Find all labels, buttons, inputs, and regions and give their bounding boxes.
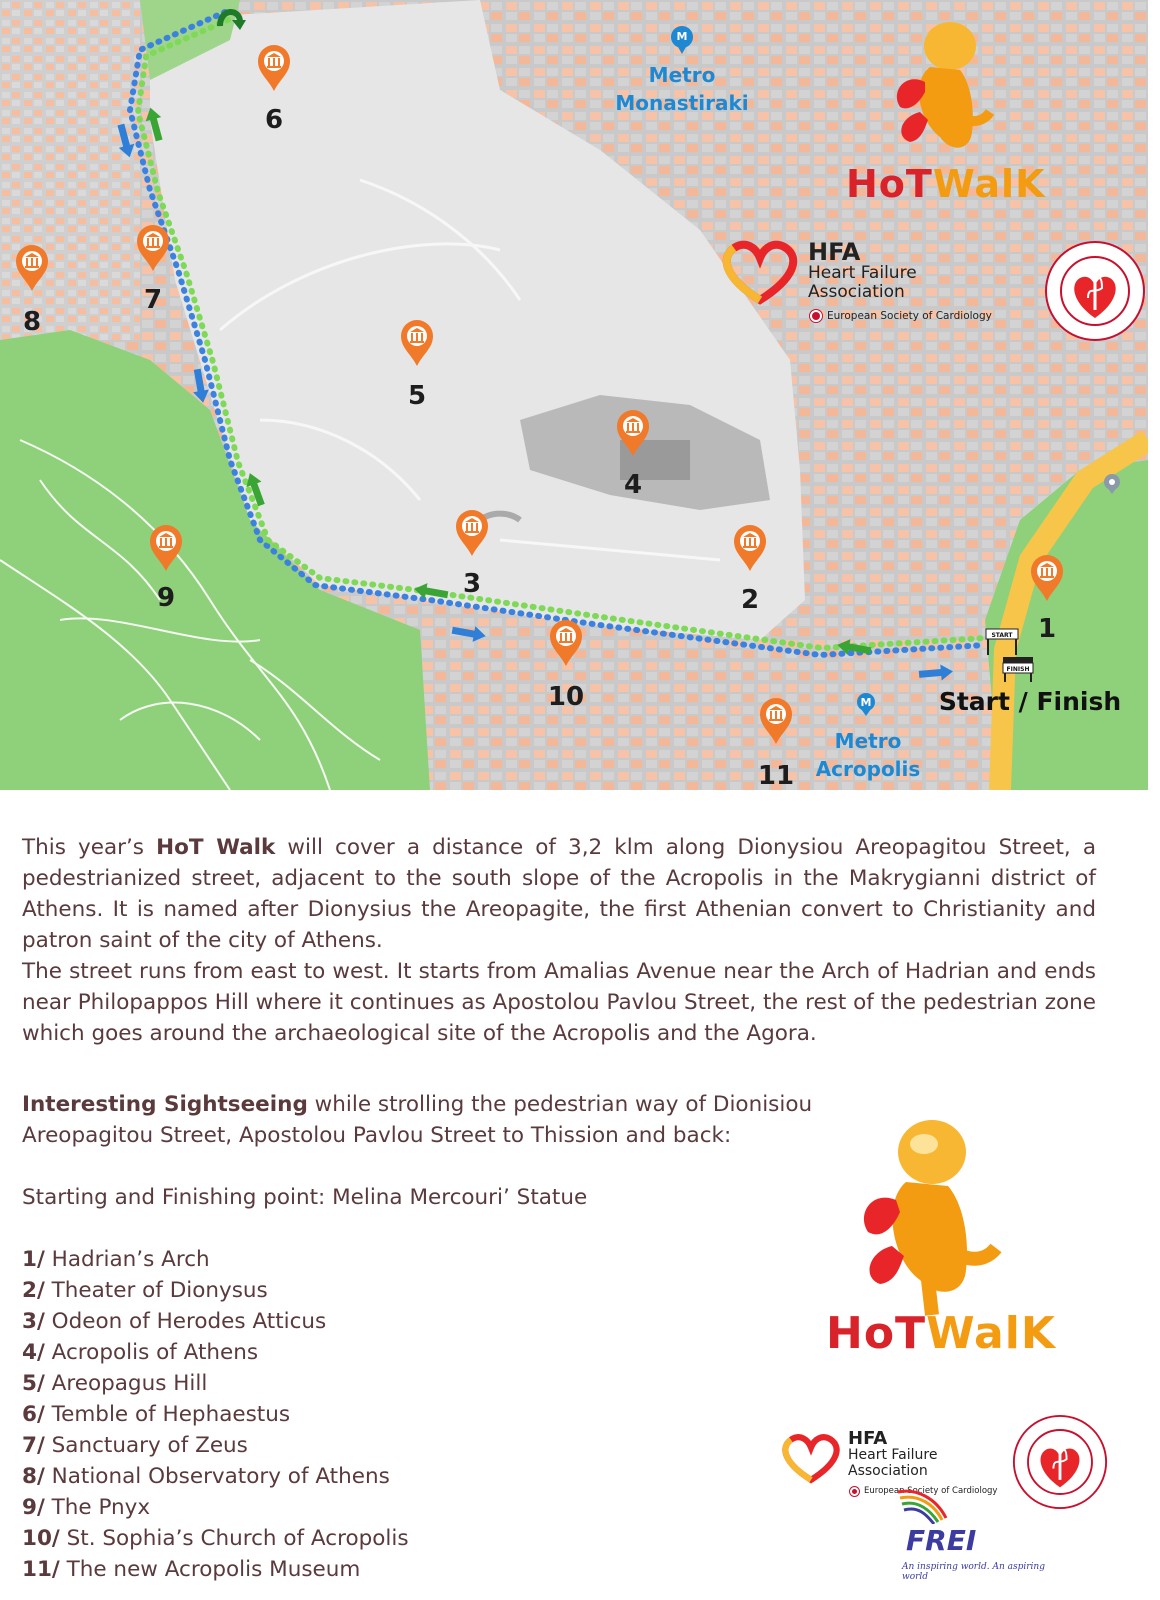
frei-logo [872, 1484, 1052, 1584]
metro-monastiraki-line1: Metro [648, 63, 716, 87]
metro-acropolis-line1: Metro [834, 729, 902, 753]
sightseeing-item-number: 6/ [22, 1402, 45, 1427]
hellenic-seal-icon [1044, 240, 1146, 342]
esc-text: European Society of Cardiology [827, 310, 992, 322]
pin-number-label: 7 [143, 285, 163, 315]
metro-acropolis-line2: Acropolis [815, 757, 921, 781]
hotwalk-wordmark-large [826, 1308, 1056, 1359]
sightseeing-list [22, 1244, 862, 1585]
frei-tagline: An inspiring world. An aspiring world [902, 1562, 1045, 1582]
svg-text:M: M [860, 696, 872, 709]
svg-text:M: M [676, 30, 688, 43]
hfa-line2: Association [808, 282, 905, 303]
sightseeing-item-name: Sanctuary of Zeus [44, 1433, 248, 1458]
sightseeing-item-name: National Observatory of Athens [44, 1464, 390, 1489]
pin-number-label: 2 [740, 585, 760, 615]
sightseeing-item-name: Odeon of Herodes Atticus [44, 1309, 327, 1334]
sightseeing-item-name: Theater of Dionysus [44, 1278, 268, 1303]
esc-heart-icon [810, 310, 822, 322]
intro-section [22, 832, 1096, 1049]
hotwalk-word-hot: HoT [826, 1308, 927, 1359]
sightseeing-item [22, 1399, 862, 1430]
sightseeing-bold: Interesting Sightseeing [22, 1092, 308, 1117]
sightseeing-item-number: 3/ [22, 1309, 45, 1334]
hfa-logo-map [720, 238, 1020, 338]
sightseeing-item [22, 1554, 862, 1585]
finish-sign-label: FINISH [1006, 666, 1030, 673]
sightseeing-item-name: The new Acropolis Museum [59, 1557, 361, 1582]
sightseeing-item-name: Areopagus Hill [44, 1371, 208, 1396]
pin-number-label: 9 [156, 583, 176, 613]
pin-number-label: 5 [407, 381, 427, 411]
pin-number-label: 8 [22, 307, 42, 337]
intro-paragraph-2: The street runs from east to west. It starts from Amalias Avenue near the Arch of Hadrian and ends near Philopappos Hill where it continues as Apostolou Pavlou Street, the rest of the pedestrian zone which goes around the archaeological site of the Acropolis and the Agora. [22, 959, 1096, 1046]
sightseeing-item-number: 4/ [22, 1340, 45, 1365]
sightseeing-item-number: 5/ [22, 1371, 45, 1396]
sightseeing-section [22, 1089, 862, 1585]
sightseeing-item [22, 1306, 862, 1337]
start-sign-label: START [991, 632, 1013, 639]
intro-p1-post: will cover a distance of 3,2 klm along Dionysiou Areopagitou Street, a pedestrianized street, adjacent to the south slope of the Acropolis in the Makrygianni district of Athens. It is named after Dionysius the Areopagite, the first Athenian convert to Christianity and patron saint of the city of Athens. [22, 835, 1097, 953]
hfa-subtitle [808, 264, 917, 302]
city-blocks-west [0, 0, 140, 340]
hfa-heart-icon [780, 1432, 842, 1486]
esc-text: European Society of Cardiology [864, 1486, 998, 1496]
intro-p1-bold: HoT Walk [156, 835, 276, 860]
hotwalk-figure-icon [850, 12, 1030, 172]
sightseeing-item [22, 1430, 862, 1461]
hfa-line2: Association [848, 1462, 928, 1479]
sightseeing-item-number: 8/ [22, 1464, 45, 1489]
sightseeing-item-name: Hadrian’s Arch [44, 1247, 210, 1272]
start-point-text: Starting and Finishing point: Melina Mercouri’ Statue [22, 1185, 588, 1210]
pin-number-label: 1 [1037, 614, 1057, 644]
hfa-title: HFA [808, 238, 861, 266]
hotwalk-word-hot: HoT [846, 162, 933, 206]
start-finish-label: Start / Finish [938, 687, 1122, 716]
pin-number-label: 3 [462, 569, 482, 599]
hotwalk-word-walk: WalK [932, 162, 1046, 206]
sightseeing-item [22, 1275, 862, 1306]
pin-number-label: 4 [623, 470, 643, 500]
hfa-line1: Heart Failure [848, 1447, 938, 1463]
sightseeing-item [22, 1523, 862, 1554]
intro-p1-pre: This year’s [22, 835, 157, 860]
sightseeing-item-number: 9/ [22, 1495, 45, 1520]
frei-wordmark: FREI [906, 1524, 977, 1557]
hfa-subtitle [848, 1448, 937, 1479]
sightseeing-item-number: 1/ [22, 1247, 45, 1272]
sightseeing-item-number: 11/ [22, 1557, 60, 1582]
esc-heart-icon [850, 1487, 859, 1496]
pin-number-label: 11 [757, 761, 795, 790]
hotwalk-word-walk: WalK [926, 1308, 1056, 1359]
frei-swoosh-icon [896, 1484, 956, 1524]
sightseeing-item-name: Acropolis of Athens [44, 1340, 259, 1365]
sightseeing-heading [22, 1089, 862, 1151]
sightseeing-item-name: Temble of Hephaestus [44, 1402, 291, 1427]
sightseeing-item [22, 1337, 862, 1368]
hotwalk-logo-large [826, 1110, 1056, 1370]
hfa-line1: Heart Failure [808, 263, 917, 283]
hfa-heart-icon [720, 238, 800, 308]
route-map [0, 0, 1148, 790]
hotwalk-logo-map [846, 12, 1046, 206]
hellenic-society-seal-map [1044, 240, 1146, 342]
esc-label [810, 310, 992, 322]
sightseeing-item-number: 2/ [22, 1278, 45, 1303]
sightseeing-item [22, 1461, 862, 1492]
hotwalk-figure-icon [832, 1110, 1052, 1320]
intro-paragraph-1 [22, 832, 1096, 956]
hfa-title: HFA [848, 1428, 888, 1449]
pin-number-label: 6 [264, 105, 284, 135]
pin-number-label: 10 [547, 682, 585, 712]
sightseeing-item-number: 10/ [22, 1526, 60, 1551]
sightseeing-item-name: The Pnyx [44, 1495, 151, 1520]
sightseeing-rest: while strolling the pedestrian way of Dionisiou Areopagitou Street, Apostolou Pavlou Street to Thission and back: [22, 1092, 813, 1148]
hotwalk-wordmark [846, 162, 1046, 206]
sightseeing-item-number: 7/ [22, 1433, 45, 1458]
sightseeing-item-name: St. Sophia’s Church of Acropolis [59, 1526, 409, 1551]
sightseeing-item [22, 1492, 862, 1523]
sightseeing-item [22, 1368, 862, 1399]
metro-monastiraki-line2: Monastiraki [615, 91, 749, 115]
sightseeing-item [22, 1244, 862, 1275]
